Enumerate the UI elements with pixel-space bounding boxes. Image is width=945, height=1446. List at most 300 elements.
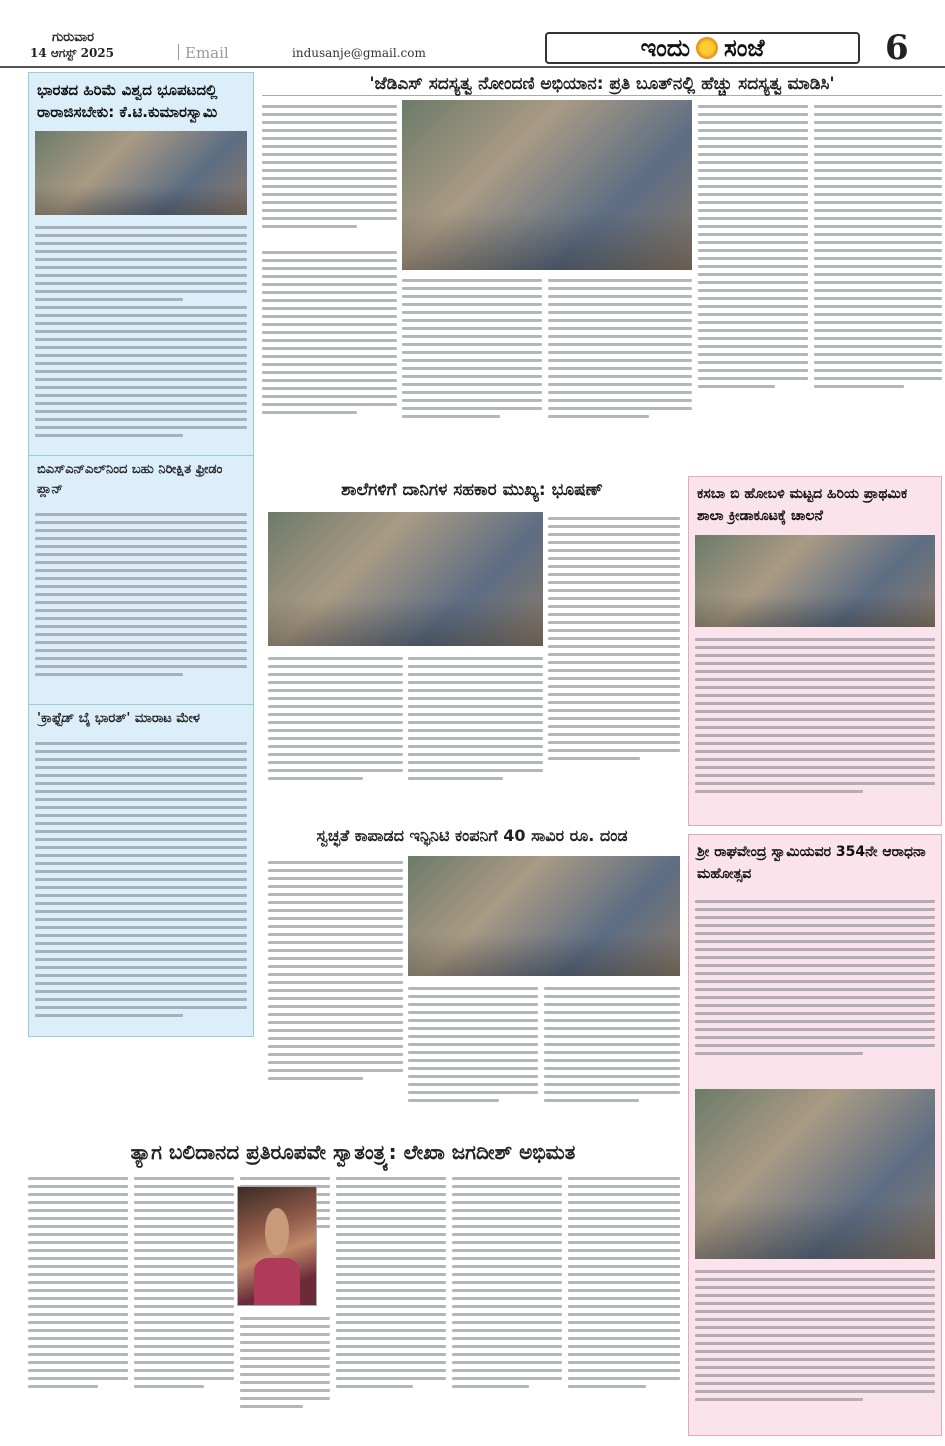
sports-meet-box bbox=[688, 476, 942, 826]
text-line bbox=[548, 669, 680, 672]
text-line bbox=[814, 137, 942, 140]
text-line bbox=[548, 533, 680, 536]
text-line bbox=[28, 1233, 128, 1236]
text-line bbox=[814, 161, 942, 164]
school-story-col3 bbox=[548, 512, 680, 812]
text-line bbox=[268, 869, 403, 872]
text-line bbox=[35, 226, 247, 229]
text-line bbox=[35, 402, 247, 405]
text-line bbox=[35, 1014, 183, 1017]
text-line bbox=[35, 418, 247, 421]
text-line bbox=[28, 1377, 128, 1380]
text-line bbox=[452, 1385, 529, 1388]
text-line bbox=[262, 153, 397, 156]
left-column bbox=[28, 72, 254, 1037]
main-story-col1 bbox=[262, 246, 397, 438]
text-line bbox=[695, 932, 935, 935]
text-line bbox=[268, 917, 403, 920]
text-line bbox=[336, 1321, 446, 1324]
text-line bbox=[134, 1385, 204, 1388]
text-line bbox=[698, 369, 808, 372]
text-line bbox=[544, 987, 680, 990]
text-line bbox=[408, 987, 538, 990]
text-line bbox=[268, 885, 403, 888]
text-line bbox=[268, 745, 403, 748]
text-line bbox=[268, 729, 403, 732]
text-line bbox=[814, 121, 942, 124]
text-line bbox=[336, 1233, 446, 1236]
text-line bbox=[268, 673, 403, 676]
text-line bbox=[698, 297, 808, 300]
text-line bbox=[336, 1345, 446, 1348]
aradhana-headline[interactable]: ಶ್ರೀ ರಾಘವೇಂದ್ರ ಸ್ವಾಮಿಯವರ 354ನೇ ಆರಾಧನಾ ಮಹೋತ್ಸವ bbox=[697, 844, 926, 882]
left-story-photo bbox=[35, 131, 247, 215]
text-line bbox=[568, 1273, 680, 1276]
text-line bbox=[568, 1233, 680, 1236]
text-line bbox=[698, 177, 808, 180]
text-line bbox=[452, 1209, 562, 1212]
text-line bbox=[452, 1233, 562, 1236]
text-line bbox=[35, 593, 247, 596]
text-line bbox=[548, 303, 692, 306]
text-line bbox=[814, 321, 942, 324]
text-line bbox=[240, 1405, 303, 1408]
text-line bbox=[35, 338, 247, 341]
page-number: 6 bbox=[885, 28, 909, 68]
text-line bbox=[695, 948, 935, 951]
text-line bbox=[268, 665, 403, 668]
left-story3-body bbox=[29, 733, 253, 1083]
text-line bbox=[814, 145, 942, 148]
text-line bbox=[814, 233, 942, 236]
text-line bbox=[695, 1278, 935, 1281]
text-line bbox=[402, 383, 542, 386]
text-line bbox=[262, 185, 397, 188]
text-line bbox=[568, 1209, 680, 1212]
text-line bbox=[240, 1333, 330, 1336]
text-line bbox=[134, 1225, 234, 1228]
text-line bbox=[35, 950, 247, 953]
main-story-col3 bbox=[548, 274, 692, 438]
text-line bbox=[336, 1329, 446, 1332]
text-line bbox=[548, 327, 692, 330]
left-headline[interactable]: ಭಾರತದ ಹಿರಿಮೆ ವಿಶ್ವದ ಭೂಪಟದಲ್ಲಿ ರಾರಾಜಿಸಬೇಕು: ಕೆ.ಟಿ.ಕುಮಾರಸ್ವಾಮಿ bbox=[37, 81, 218, 121]
text-line bbox=[336, 1297, 446, 1300]
text-line bbox=[268, 721, 403, 724]
text-line bbox=[262, 161, 397, 164]
text-line bbox=[28, 1273, 128, 1276]
text-line bbox=[262, 371, 397, 374]
text-line bbox=[35, 330, 247, 333]
text-line bbox=[814, 153, 942, 156]
text-line bbox=[452, 1377, 562, 1380]
text-line bbox=[452, 1273, 562, 1276]
text-line bbox=[695, 1310, 935, 1313]
text-line bbox=[698, 153, 808, 156]
issue-date: 14 ಆಗಸ್ಟ್ 2025 bbox=[30, 46, 114, 60]
text-line bbox=[408, 1059, 538, 1062]
text-line bbox=[35, 298, 183, 301]
left-story2-body bbox=[29, 504, 253, 704]
text-line bbox=[336, 1353, 446, 1356]
text-line bbox=[134, 1185, 234, 1188]
text-line bbox=[452, 1353, 562, 1356]
text-line bbox=[814, 201, 942, 204]
text-line bbox=[695, 1270, 935, 1273]
left-story3-headline[interactable]: 'ಕ್ರಾಫ್ಟೆಡ್ ಬೈ ಭಾರತ್' ಮಾರಾಟ ಮೇಳ bbox=[29, 704, 253, 733]
text-line bbox=[695, 694, 935, 697]
text-line bbox=[408, 1051, 538, 1054]
text-line bbox=[695, 1302, 935, 1305]
text-line bbox=[134, 1193, 234, 1196]
text-line bbox=[814, 289, 942, 292]
text-line bbox=[695, 646, 935, 649]
text-line bbox=[28, 1369, 128, 1372]
text-line bbox=[548, 367, 692, 370]
text-line bbox=[134, 1353, 234, 1356]
text-line bbox=[268, 861, 403, 864]
text-line bbox=[402, 391, 542, 394]
text-line bbox=[268, 737, 403, 740]
text-line bbox=[452, 1281, 562, 1284]
text-line bbox=[35, 529, 247, 532]
text-line bbox=[548, 399, 692, 402]
text-line bbox=[698, 145, 808, 148]
text-line bbox=[408, 1019, 538, 1022]
text-line bbox=[548, 733, 680, 736]
text-line bbox=[814, 257, 942, 260]
text-line bbox=[698, 113, 808, 116]
text-line bbox=[35, 758, 247, 761]
text-line bbox=[548, 709, 680, 712]
text-line bbox=[35, 242, 247, 245]
text-line bbox=[402, 319, 542, 322]
text-line bbox=[695, 980, 935, 983]
text-line bbox=[568, 1281, 680, 1284]
text-line bbox=[544, 1059, 680, 1062]
fine-story-photo bbox=[408, 856, 680, 976]
text-line bbox=[35, 426, 247, 429]
text-line bbox=[408, 1091, 538, 1094]
text-line bbox=[35, 513, 247, 516]
text-line bbox=[35, 958, 247, 961]
text-line bbox=[695, 790, 863, 793]
text-line bbox=[695, 1012, 935, 1015]
text-line bbox=[35, 609, 247, 612]
main-headline[interactable]: 'ಜೆಡಿಎಸ್ ಸದಸ್ಯತ್ವ ನೋಂದಣಿ ಅಭಿಯಾನ: ಪ್ರತಿ ಬೂತ್‌ನಲ್ಲಿ ಹೆಚ್ಚು ಸದಸ್ಯತ್ವ ಮಾಡಿಸಿ' bbox=[262, 72, 942, 96]
text-line bbox=[695, 1036, 935, 1039]
text-line bbox=[548, 693, 680, 696]
text-line bbox=[698, 273, 808, 276]
text-line bbox=[695, 996, 935, 999]
text-line bbox=[452, 1225, 562, 1228]
text-line bbox=[695, 654, 935, 657]
text-line bbox=[548, 391, 692, 394]
text-line bbox=[35, 902, 247, 905]
text-line bbox=[695, 782, 935, 785]
text-line bbox=[35, 386, 247, 389]
text-line bbox=[452, 1185, 562, 1188]
text-line bbox=[262, 307, 397, 310]
text-line bbox=[408, 737, 543, 740]
text-line bbox=[35, 942, 247, 945]
text-line bbox=[452, 1201, 562, 1204]
text-line bbox=[568, 1249, 680, 1252]
text-line bbox=[814, 265, 942, 268]
text-line bbox=[452, 1361, 562, 1364]
text-line bbox=[695, 1052, 863, 1055]
text-line bbox=[695, 742, 935, 745]
text-line bbox=[568, 1345, 680, 1348]
text-line bbox=[336, 1241, 446, 1244]
text-line bbox=[35, 561, 247, 564]
text-line bbox=[452, 1297, 562, 1300]
text-line bbox=[408, 995, 538, 998]
text-line bbox=[548, 549, 680, 552]
text-line bbox=[268, 777, 363, 780]
text-line bbox=[35, 585, 247, 588]
text-line bbox=[35, 982, 247, 985]
text-line bbox=[35, 966, 247, 969]
text-line bbox=[268, 1005, 403, 1008]
text-line bbox=[408, 673, 543, 676]
text-line bbox=[134, 1177, 234, 1180]
fine-headline[interactable]: ಸ್ವಚ್ಛತೆ ಕಾಪಾಡದ ಇನ್ಫಿನಿಟಿ ಕಂಪನಿಗೆ 40 ಸಾವಿರ ರೂ. ದಂಡ bbox=[316, 826, 628, 845]
email-address[interactable]: indusanje@gmail.com bbox=[292, 46, 426, 60]
text-line bbox=[408, 1075, 538, 1078]
text-line bbox=[698, 225, 808, 228]
text-line bbox=[452, 1329, 562, 1332]
text-line bbox=[544, 1043, 680, 1046]
text-line bbox=[698, 321, 808, 324]
text-line bbox=[35, 290, 247, 293]
text-line bbox=[814, 105, 942, 108]
text-line bbox=[336, 1265, 446, 1268]
text-line bbox=[35, 633, 247, 636]
text-line bbox=[408, 665, 543, 668]
text-line bbox=[35, 250, 247, 253]
text-line bbox=[814, 217, 942, 220]
text-line bbox=[35, 782, 247, 785]
text-line bbox=[35, 314, 247, 317]
text-line bbox=[698, 185, 808, 188]
text-line bbox=[568, 1185, 680, 1188]
text-line bbox=[408, 769, 543, 772]
text-line bbox=[28, 1361, 128, 1364]
left-story2-headline[interactable]: ಬಿಎಸ್ಎನ್ಎಲ್‌ನಿಂದ ಬಹು ನಿರೀಕ್ಷಿತ ಫ್ರೀಡಂ ಪ್ಲಾನ್ bbox=[29, 455, 253, 504]
text-line bbox=[452, 1345, 562, 1348]
text-line bbox=[268, 1021, 403, 1024]
text-line bbox=[695, 1382, 935, 1385]
text-line bbox=[695, 758, 935, 761]
text-line bbox=[262, 129, 397, 132]
text-line bbox=[35, 673, 183, 676]
text-line bbox=[814, 225, 942, 228]
text-line bbox=[402, 335, 542, 338]
text-line bbox=[262, 251, 397, 254]
text-line bbox=[452, 1289, 562, 1292]
text-line bbox=[402, 351, 542, 354]
text-line bbox=[568, 1193, 680, 1196]
text-line bbox=[35, 814, 247, 817]
text-line bbox=[408, 657, 543, 660]
text-line bbox=[698, 241, 808, 244]
text-line bbox=[548, 557, 680, 560]
text-line bbox=[336, 1305, 446, 1308]
text-line bbox=[698, 385, 775, 388]
text-line bbox=[28, 1385, 98, 1388]
text-line bbox=[544, 1011, 680, 1014]
text-line bbox=[268, 1069, 403, 1072]
text-line bbox=[698, 233, 808, 236]
text-line bbox=[35, 1006, 247, 1009]
text-line bbox=[402, 415, 500, 418]
fine-story-col1 bbox=[268, 856, 403, 1126]
text-line bbox=[408, 1067, 538, 1070]
text-line bbox=[35, 274, 247, 277]
text-line bbox=[28, 1329, 128, 1332]
text-line bbox=[452, 1337, 562, 1340]
text-line bbox=[35, 742, 247, 745]
bottom-story-col3 bbox=[240, 1312, 330, 1436]
text-line bbox=[452, 1321, 562, 1324]
text-line bbox=[544, 1027, 680, 1030]
text-line bbox=[402, 279, 542, 282]
text-line bbox=[336, 1249, 446, 1252]
text-line bbox=[262, 105, 397, 108]
text-line bbox=[408, 681, 543, 684]
text-line bbox=[262, 177, 397, 180]
text-line bbox=[134, 1289, 234, 1292]
text-line bbox=[548, 749, 680, 752]
text-line bbox=[452, 1257, 562, 1260]
text-line bbox=[134, 1217, 234, 1220]
text-line bbox=[262, 411, 357, 414]
text-line bbox=[814, 209, 942, 212]
text-line bbox=[134, 1345, 234, 1348]
sports-meet-headline[interactable]: ಕಸಬಾ ಬಿ ಹೋಬಳಿ ಮಟ್ಟದ ಹಿರಿಯ ಪ್ರಾಥಮಿಕ ಶಾಲಾ ಕ್ರೀಡಾಕೂಟಕ್ಕೆ ಚಾಲನೆ bbox=[697, 486, 908, 524]
text-line bbox=[695, 750, 935, 753]
text-line bbox=[408, 1027, 538, 1030]
text-line bbox=[698, 129, 808, 132]
text-line bbox=[134, 1257, 234, 1260]
text-line bbox=[568, 1337, 680, 1340]
text-line bbox=[698, 105, 808, 108]
text-line bbox=[568, 1241, 680, 1244]
text-line bbox=[134, 1297, 234, 1300]
text-line bbox=[262, 331, 397, 334]
text-line bbox=[544, 1075, 680, 1078]
text-line bbox=[568, 1385, 646, 1388]
text-line bbox=[268, 1037, 403, 1040]
text-line bbox=[28, 1265, 128, 1268]
author-portrait bbox=[237, 1186, 317, 1306]
text-line bbox=[548, 343, 692, 346]
text-line bbox=[35, 322, 247, 325]
text-line bbox=[134, 1241, 234, 1244]
text-line bbox=[134, 1369, 234, 1372]
text-line bbox=[35, 974, 247, 977]
text-line bbox=[408, 1099, 499, 1102]
fine-story-col2 bbox=[408, 982, 538, 1126]
text-line bbox=[35, 641, 247, 644]
text-line bbox=[695, 1334, 935, 1337]
text-line bbox=[35, 362, 247, 365]
text-line bbox=[568, 1305, 680, 1308]
text-line bbox=[695, 702, 935, 705]
text-line bbox=[452, 1241, 562, 1244]
bottom-headline[interactable]: ತ್ಯಾಗ ಬಲಿದಾನದ ಪ್ರತಿರೂಪವೇ ಸ್ವಾತಂತ್ರ್ಯ: ಲೇಖಾ ಜಗದೀಶ್ ಅಭಿಮತ bbox=[130, 1140, 576, 1164]
text-line bbox=[268, 1013, 403, 1016]
text-line bbox=[568, 1361, 680, 1364]
text-line bbox=[698, 345, 808, 348]
text-line bbox=[402, 375, 542, 378]
text-line bbox=[35, 266, 247, 269]
text-line bbox=[408, 1035, 538, 1038]
text-line bbox=[268, 949, 403, 952]
text-line bbox=[568, 1265, 680, 1268]
main-story-col5 bbox=[814, 100, 942, 438]
school-story-photo bbox=[268, 512, 543, 646]
text-line bbox=[262, 259, 397, 262]
text-line bbox=[268, 989, 403, 992]
text-line bbox=[695, 1342, 935, 1345]
text-line bbox=[698, 281, 808, 284]
text-line bbox=[268, 925, 403, 928]
text-line bbox=[452, 1193, 562, 1196]
text-line bbox=[262, 201, 397, 204]
bottom-story-col1 bbox=[28, 1172, 128, 1436]
text-line bbox=[28, 1209, 128, 1212]
text-line bbox=[134, 1209, 234, 1212]
text-line bbox=[698, 265, 808, 268]
text-line bbox=[698, 161, 808, 164]
text-line bbox=[240, 1341, 330, 1344]
text-line bbox=[240, 1381, 330, 1384]
text-line bbox=[568, 1297, 680, 1300]
text-line bbox=[35, 537, 247, 540]
fine-story-col3 bbox=[544, 982, 680, 1126]
text-line bbox=[698, 361, 808, 364]
text-line bbox=[28, 1217, 128, 1220]
text-line bbox=[35, 886, 247, 889]
school-headline[interactable]: ಶಾಲೆಗಳಿಗೆ ದಾನಿಗಳ ಸಹಕಾರ ಮುಖ್ಯ: ಭೂಷಣ್ bbox=[341, 480, 603, 500]
text-line bbox=[240, 1349, 330, 1352]
text-line bbox=[548, 407, 692, 410]
text-line bbox=[548, 383, 692, 386]
text-line bbox=[568, 1369, 680, 1372]
text-line bbox=[268, 1045, 403, 1048]
text-line bbox=[134, 1321, 234, 1324]
text-line bbox=[336, 1377, 446, 1380]
issue-day: ಗುರುವಾರ bbox=[52, 30, 94, 45]
text-line bbox=[268, 689, 403, 692]
text-line bbox=[28, 1241, 128, 1244]
text-line bbox=[548, 629, 680, 632]
text-line bbox=[28, 1257, 128, 1260]
text-line bbox=[35, 822, 247, 825]
text-line bbox=[695, 1350, 935, 1353]
text-line bbox=[452, 1249, 562, 1252]
text-line bbox=[28, 1305, 128, 1308]
text-line bbox=[408, 745, 543, 748]
text-line bbox=[695, 1044, 935, 1047]
text-line bbox=[408, 713, 543, 716]
aradhana-body-top bbox=[689, 891, 941, 1087]
text-line bbox=[262, 121, 397, 124]
text-line bbox=[402, 399, 542, 402]
text-line bbox=[548, 541, 680, 544]
